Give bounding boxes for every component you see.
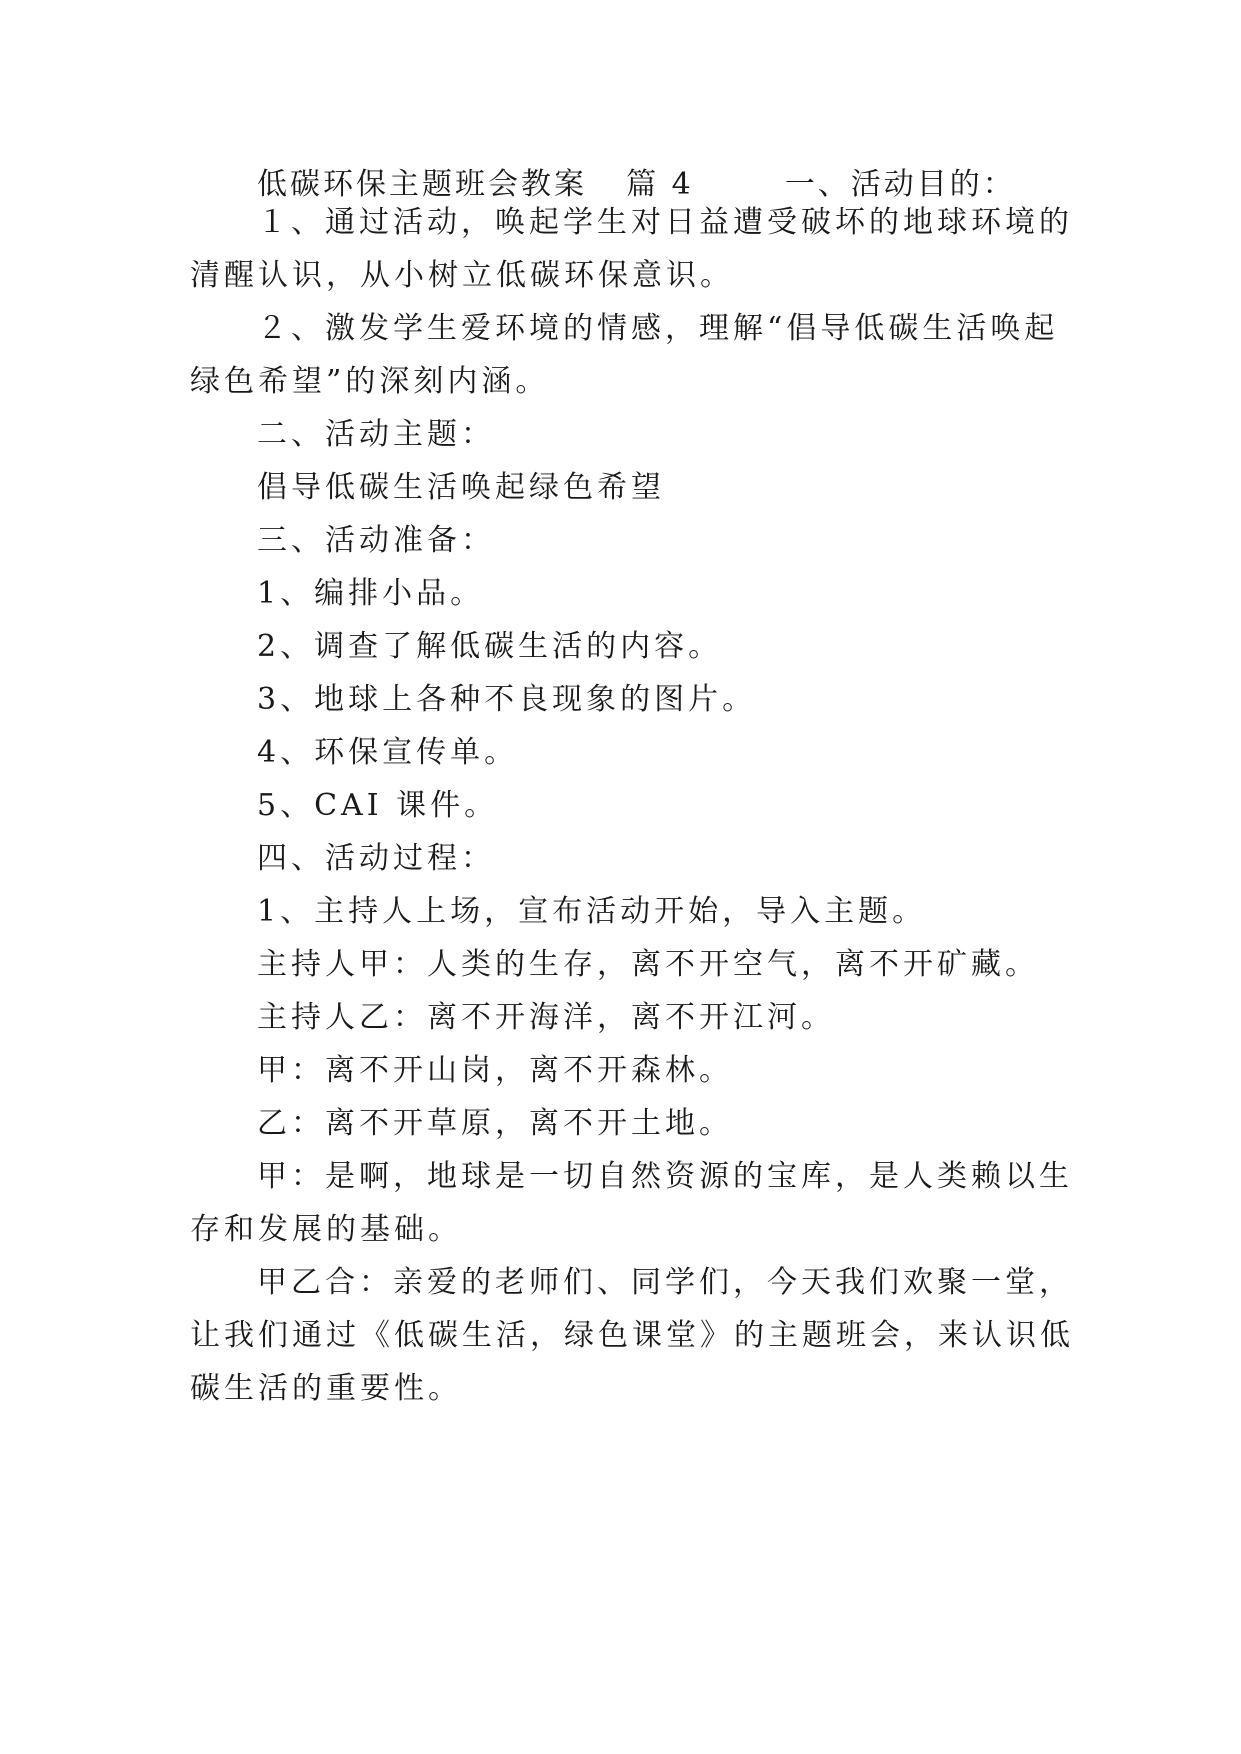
chapter-label: 篇 4	[626, 167, 694, 202]
section-heading: 四、活动过程：	[257, 841, 495, 876]
dialogue-line: 主持人甲：人类的生存，离不开空气，离不开矿藏。	[257, 947, 1039, 982]
dialogue-line: 乙：离不开草原，离不开土地。	[257, 1106, 733, 1141]
list-item: 1、主持人上场，宣布活动开始，导入主题。	[257, 894, 927, 929]
list-item: 5、CAI 课件。	[257, 788, 499, 823]
section-heading-1: 一、活动目的：	[784, 167, 1016, 202]
paragraph-line: 绿色希望”的深刻内涵。	[190, 364, 550, 399]
dialogue-line: 让我们通过《低碳生活，绿色课堂》的主题班会，来认识低	[190, 1318, 1074, 1353]
list-item: 2、调查了解低碳生活的内容。	[257, 629, 723, 664]
dialogue-line: 甲：离不开山岗，离不开森林。	[257, 1053, 733, 1088]
dialogue-line: 甲：是啊，地球是一切自然资源的宝库，是人类赖以生	[257, 1159, 1073, 1194]
list-item: 4、环保宣传单。	[257, 735, 519, 770]
paragraph-line: 倡导低碳生活唤起绿色希望	[257, 470, 665, 505]
paragraph-line: 清醒认识，从小树立低碳环保意识。	[190, 258, 734, 293]
dialogue-line: 存和发展的基础。	[190, 1212, 462, 1247]
document-title: 低碳环保主题班会教案	[257, 167, 587, 202]
dialogue-line: 甲乙合：亲爱的老师们、同学们，今天我们欢聚一堂，	[257, 1265, 1073, 1300]
list-item: 1、编排小品。	[257, 576, 485, 611]
dialogue-line: 主持人乙：离不开海洋，离不开江河。	[257, 1000, 835, 1035]
dialogue-line: 碳生活的重要性。	[190, 1371, 462, 1406]
paragraph-line: １、通过活动，唤起学生对日益遭受破坏的地球环境的	[257, 205, 1073, 240]
section-heading: 三、活动准备：	[257, 523, 495, 558]
title-row	[257, 165, 1016, 205]
section-heading: 二、活动主题：	[257, 417, 495, 452]
list-item: 3、地球上各种不良现象的图片。	[257, 682, 757, 717]
paragraph-line: ２、激发学生爱环境的情感，理解“倡导低碳生活唤起	[257, 311, 1059, 346]
